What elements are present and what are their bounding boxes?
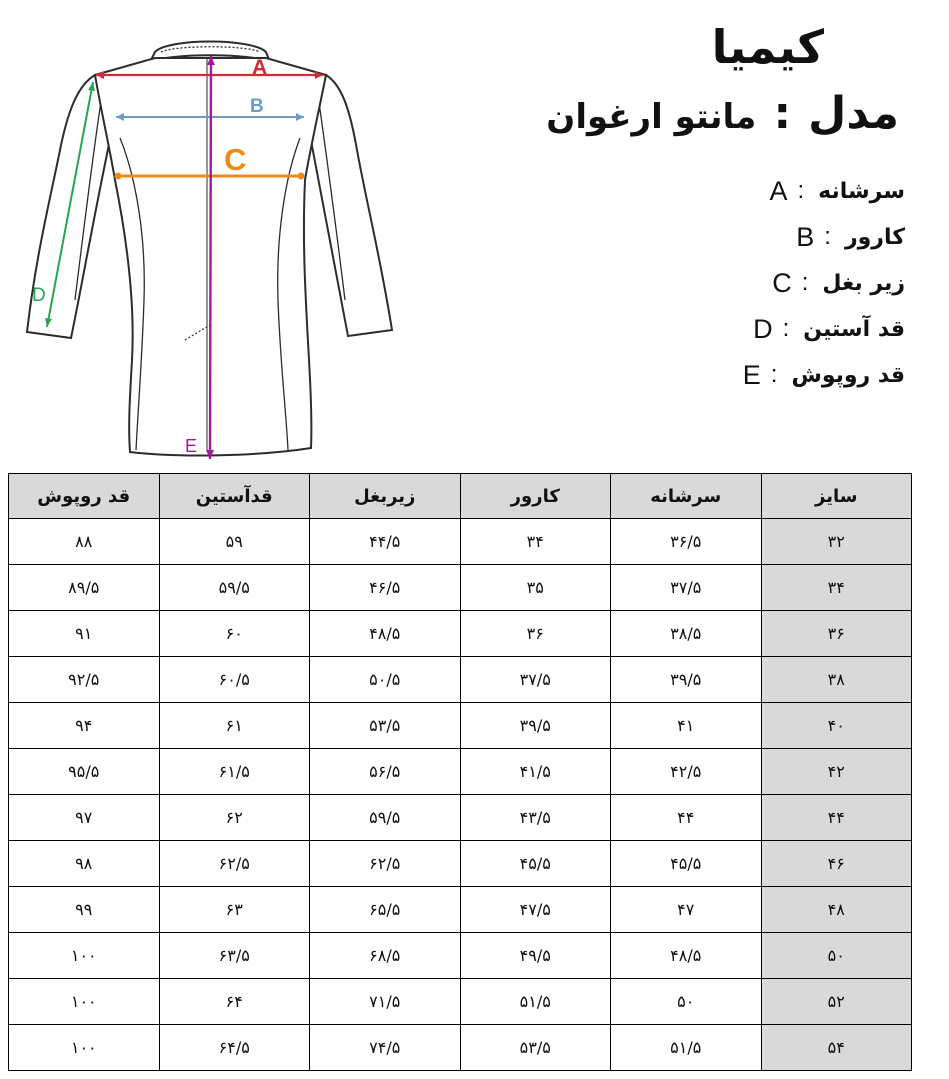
coat-diagram-svg xyxy=(0,0,420,470)
legend-colon: : xyxy=(782,315,790,342)
table-row xyxy=(9,887,912,933)
measure-dot-c-right xyxy=(298,173,305,180)
legend-name: کارور xyxy=(844,224,905,250)
coat-measurement-diagram xyxy=(0,0,420,470)
measurement-cell: ۶۳ xyxy=(159,887,310,933)
legend-code: D xyxy=(753,313,773,344)
legend-name: زیر بغل xyxy=(822,270,905,296)
measurement-cell: ۸۸ xyxy=(9,519,160,565)
measurement-cell: ۶۲/۵ xyxy=(310,841,461,887)
measure-label-a: A xyxy=(252,56,268,79)
measurement-cell: ۵۹/۵ xyxy=(310,795,461,841)
table-row xyxy=(9,703,912,749)
measurement-cell: ۵۹ xyxy=(159,519,310,565)
measurement-cell: ۹۱ xyxy=(9,611,160,657)
measurement-cell: ۳۹/۵ xyxy=(460,703,611,749)
measurement-cell: ۷۱/۵ xyxy=(310,979,461,1025)
legend-row-b xyxy=(735,214,905,260)
measurement-cell: ۴۸/۵ xyxy=(310,611,461,657)
measurement-cell: ۳۹/۵ xyxy=(611,657,762,703)
measure-label-b: B xyxy=(250,96,264,117)
measure-label-d: D xyxy=(32,285,46,306)
measurement-cell: ۳۵ xyxy=(460,565,611,611)
legend-code: E xyxy=(742,359,761,390)
measurement-cell: ۵۱/۵ xyxy=(460,979,611,1025)
measurement-cell: ۴۷ xyxy=(611,887,762,933)
measurement-cell: ۶۲/۵ xyxy=(159,841,310,887)
legend-code: C xyxy=(772,267,792,298)
legend-row-d xyxy=(735,306,905,352)
measurement-cell: ۵۰ xyxy=(611,979,762,1025)
size-cell: ۳۶ xyxy=(761,611,912,657)
model-value: مانتو ارغوان xyxy=(546,97,757,137)
legend-colon: : xyxy=(801,269,809,296)
measurement-cell: ۹۸ xyxy=(9,841,160,887)
table-row xyxy=(9,795,912,841)
measurement-cell: ۹۹ xyxy=(9,887,160,933)
column-header: قدآستین xyxy=(159,474,310,519)
measurement-cell: ۶۸/۵ xyxy=(310,933,461,979)
legend-name: سرشانه xyxy=(818,178,905,204)
legend-colon: : xyxy=(770,361,778,388)
measurement-cell: ۴۸/۵ xyxy=(611,933,762,979)
measurement-cell: ۵۳/۵ xyxy=(460,1025,611,1071)
measurement-cell: ۱۰۰ xyxy=(9,979,160,1025)
table-row xyxy=(9,841,912,887)
measure-label-c: C xyxy=(224,142,247,177)
column-header: قد روپوش xyxy=(9,474,160,519)
measurement-cell: ۶۲ xyxy=(159,795,310,841)
size-cell: ۵۰ xyxy=(761,933,912,979)
measure-dot-c-left xyxy=(115,173,122,180)
measurement-cell: ۶۴ xyxy=(159,979,310,1025)
measurement-cell: ۳۶ xyxy=(460,611,611,657)
measurement-cell: ۶۵/۵ xyxy=(310,887,461,933)
measurement-cell: ۶۰ xyxy=(159,611,310,657)
measure-line-e xyxy=(210,56,211,459)
measurement-cell: ۴۴/۵ xyxy=(310,519,461,565)
table-row xyxy=(9,749,912,795)
column-header-size: سایز xyxy=(761,474,912,519)
measurement-cell: ۴۴ xyxy=(611,795,762,841)
brand-title: کیمیا xyxy=(711,20,824,74)
measurement-cell: ۶۳/۵ xyxy=(159,933,310,979)
measurement-cell: ۶۴/۵ xyxy=(159,1025,310,1071)
measurement-cell: ۳۴ xyxy=(460,519,611,565)
measurement-cell: ۵۰/۵ xyxy=(310,657,461,703)
table-row xyxy=(9,565,912,611)
measurement-cell: ۷۴/۵ xyxy=(310,1025,461,1071)
size-cell: ۴۰ xyxy=(761,703,912,749)
measurement-cell: ۵۶/۵ xyxy=(310,749,461,795)
column-header: کارور xyxy=(460,474,611,519)
measurement-cell: ۴۲/۵ xyxy=(611,749,762,795)
measurement-cell: ۵۳/۵ xyxy=(310,703,461,749)
measurement-cell: ۴۶/۵ xyxy=(310,565,461,611)
measurement-cell: ۹۷ xyxy=(9,795,160,841)
size-cell: ۵۲ xyxy=(761,979,912,1025)
measurement-legend xyxy=(735,168,905,398)
measurement-cell: ۴۱/۵ xyxy=(460,749,611,795)
table-row xyxy=(9,979,912,1025)
column-header: سرشانه xyxy=(611,474,762,519)
size-cell: ۴۸ xyxy=(761,887,912,933)
measurement-cell: ۶۱ xyxy=(159,703,310,749)
measurement-cell: ۹۴ xyxy=(9,703,160,749)
model-separator: : xyxy=(773,88,792,139)
size-cell: ۴۲ xyxy=(761,749,912,795)
size-cell: ۴۴ xyxy=(761,795,912,841)
legend-name: قد آستین xyxy=(803,316,905,342)
model-label: مدل xyxy=(808,88,899,139)
legend-name: قد روپوش xyxy=(791,362,905,388)
measurement-cell: ۳۶/۵ xyxy=(611,519,762,565)
legend-code: B xyxy=(796,221,815,252)
measurement-cell: ۶۱/۵ xyxy=(159,749,310,795)
measurement-cell: ۳۷/۵ xyxy=(460,657,611,703)
table-row xyxy=(9,933,912,979)
size-cell: ۴۶ xyxy=(761,841,912,887)
legend-row-c xyxy=(735,260,905,306)
right-sleeve xyxy=(309,75,392,336)
measurement-cell: ۹۲/۵ xyxy=(9,657,160,703)
measurement-cell: ۱۰۰ xyxy=(9,933,160,979)
model-heading xyxy=(546,88,899,139)
size-cell: ۳۸ xyxy=(761,657,912,703)
measurement-cell: ۵۱/۵ xyxy=(611,1025,762,1071)
measurement-cell: ۳۷/۵ xyxy=(611,565,762,611)
table-row xyxy=(9,519,912,565)
legend-code: A xyxy=(769,175,788,206)
size-table-header-row xyxy=(9,474,912,519)
measurement-cell: ۵۹/۵ xyxy=(159,565,310,611)
legend-row-a xyxy=(735,168,905,214)
legend-colon: : xyxy=(797,177,805,204)
measurement-cell: ۴۳/۵ xyxy=(460,795,611,841)
legend-colon: : xyxy=(824,223,831,250)
column-header: زیربغل xyxy=(310,474,461,519)
measurement-cell: ۶۰/۵ xyxy=(159,657,310,703)
measurement-cell: ۱۰۰ xyxy=(9,1025,160,1071)
measurement-cell: ۴۵/۵ xyxy=(460,841,611,887)
size-table-body xyxy=(9,519,912,1071)
measurement-cell: ۴۹/۵ xyxy=(460,933,611,979)
size-cell: ۳۴ xyxy=(761,565,912,611)
size-cell: ۳۲ xyxy=(761,519,912,565)
measurement-cell: ۴۷/۵ xyxy=(460,887,611,933)
size-table-container xyxy=(8,473,912,1071)
measurement-cell: ۹۵/۵ xyxy=(9,749,160,795)
legend-row-e xyxy=(735,352,905,398)
size-cell: ۵۴ xyxy=(761,1025,912,1071)
measurement-cell: ۸۹/۵ xyxy=(9,565,160,611)
size-table xyxy=(8,473,912,1071)
measurement-cell: ۳۸/۵ xyxy=(611,611,762,657)
table-row xyxy=(9,611,912,657)
table-row xyxy=(9,657,912,703)
measurement-cell: ۴۱ xyxy=(611,703,762,749)
measurement-cell: ۴۵/۵ xyxy=(611,841,762,887)
measure-label-e: E xyxy=(185,436,198,456)
table-row xyxy=(9,1025,912,1071)
